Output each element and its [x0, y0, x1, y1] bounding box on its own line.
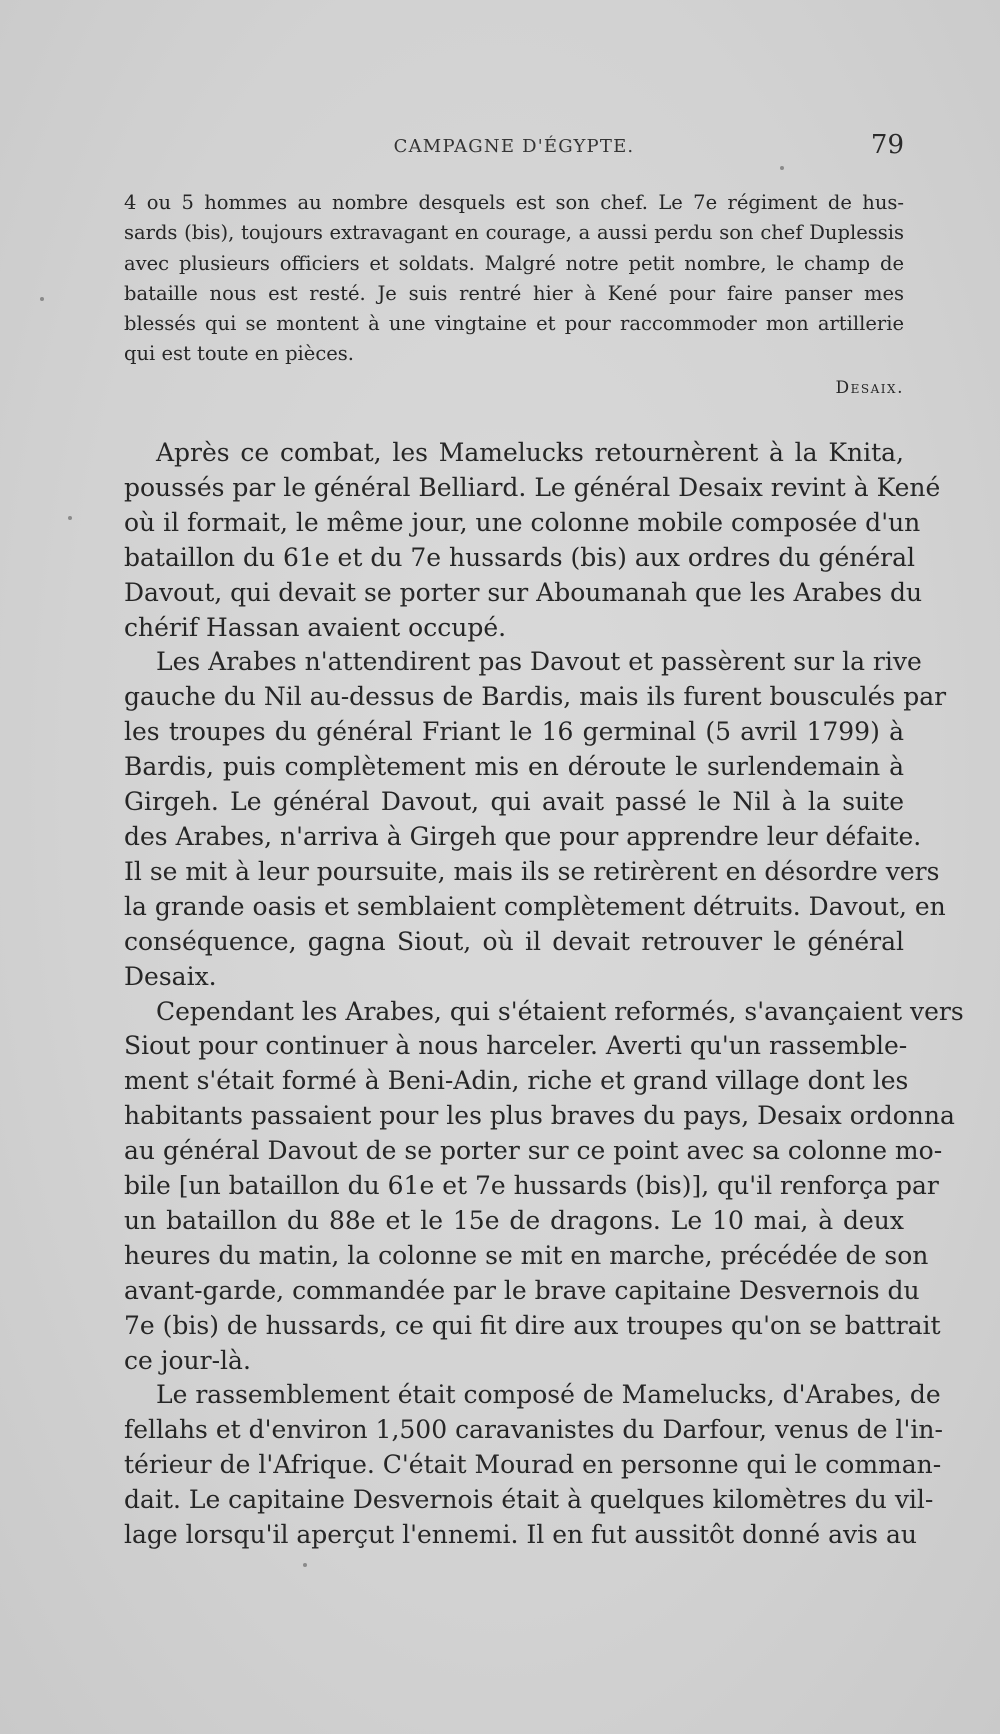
running-title: CAMPAGNE D'ÉGYPTE. — [393, 136, 635, 157]
body-text — [124, 436, 964, 1553]
body-line: heures du matin, la colonne se mit en marche, précédée de son — [124, 1240, 929, 1270]
body-line: Cependant les Arabes, qui s'étaient reformés, s'avançaient vers — [156, 996, 964, 1026]
body-line: où il formait, le même jour, une colonne mobile composée d'un — [124, 507, 921, 537]
letter-excerpt — [124, 188, 904, 370]
body-line: lage lorsqu'il aperçut l'ennemi. Il en fut aussitôt donné avis au — [124, 1520, 917, 1550]
body-line: au général Davout de se porter sur ce point avec sa colonne mo- — [124, 1136, 943, 1166]
body-line: conséquence, gagna Siout, où il devait retrouver le général — [124, 926, 904, 956]
body-line: bile [un bataillon du 61e et 7e hussards (bis)], qu'il renforça par — [124, 1171, 939, 1201]
body-line: Les Arabes n'attendirent pas Davout et passèrent sur la rive — [156, 647, 922, 677]
page-header — [124, 130, 904, 170]
body-line: chérif Hassan avaient occupé. — [124, 612, 507, 642]
body-line: un bataillon du 88e et le 15e de dragons. Le 10 mai, à deux — [124, 1205, 904, 1235]
body-line: les troupes du général Friant le 16 germinal (5 avril 1799) à — [124, 717, 904, 747]
letter-line: 4 ou 5 hommes au nombre desquels est son chef. Le 7e régiment de hus- — [124, 191, 904, 214]
body-line: poussés par le général Belliard. Le général Desaix revint à Kené — [124, 472, 941, 502]
paper-speck — [40, 297, 44, 301]
body-line: dait. Le capitaine Desvernois était à quelques kilomètres du vil- — [124, 1485, 934, 1515]
body-line: térieur de l'Afrique. C'était Mourad en personne qui le comman- — [124, 1450, 942, 1480]
paper-speck — [303, 1563, 307, 1567]
body-line: avant-garde, commandée par le brave capitaine Desvernois du — [124, 1275, 920, 1305]
body-line: des Arabes, n'arriva à Girgeh que pour apprendre leur défaite. — [124, 821, 922, 851]
paper-speck — [68, 516, 72, 520]
paper-speck — [780, 166, 784, 170]
body-line: fellahs et d'environ 1,500 caravanistes du Darfour, venus de l'in- — [124, 1415, 943, 1445]
body-line: Siout pour continuer à nous harceler. Averti qu'un rassemble- — [124, 1031, 908, 1061]
body-line: Davout, qui devait se porter sur Aboumanah que les Arabes du — [124, 577, 923, 607]
letter-line: qui est toute en pièces. — [124, 342, 354, 366]
page-number: 79 — [870, 130, 904, 160]
body-line: ce jour-là. — [124, 1345, 251, 1375]
body-line: la grande oasis et semblaient complètement détruits. Davout, en — [124, 891, 946, 921]
letter-line: avec plusieurs officiers et soldats. Malgré notre petit nombre, le champ de — [124, 251, 904, 275]
body-line: Il se mit à leur poursuite, mais ils se retirèrent en désordre vers — [124, 856, 940, 886]
body-line: Bardis, puis complètement mis en déroute le surlendemain à — [124, 752, 904, 782]
letter-line: sards (bis), toujours extravagant en courage, a aussi perdu son chef Duplessis — [124, 221, 904, 245]
body-line: 7e (bis) de hussards, ce qui fit dire aux troupes qu'on se battrait — [124, 1310, 941, 1340]
body-line: gauche du Nil au-dessus de Bardis, mais ils furent bousculés par — [124, 682, 947, 712]
letter-line: blessés qui se montent à une vingtaine et pour raccommoder mon artillerie — [124, 312, 904, 336]
body-line: Le rassemblement était composé de Mamelucks, d'Arabes, de — [156, 1380, 941, 1410]
body-line: Girgeh. Le général Davout, qui avait passé le Nil à la suite — [124, 787, 904, 817]
letter-signature: Desaix. — [835, 378, 904, 398]
letter-line: bataille nous est resté. Je suis rentré hier à Kené pour faire panser mes — [124, 281, 904, 305]
body-line: Après ce combat, les Mamelucks retournèrent à la Knita, — [156, 438, 904, 467]
body-line: habitants passaient pour les plus braves du pays, Desaix ordonna — [124, 1101, 955, 1131]
body-line: ment s'était formé à Beni-Adin, riche et grand village dont les — [124, 1066, 909, 1096]
body-line: Desaix. — [124, 961, 217, 991]
body-line: bataillon du 61e et du 7e hussards (bis) aux ordres du général — [124, 542, 915, 572]
